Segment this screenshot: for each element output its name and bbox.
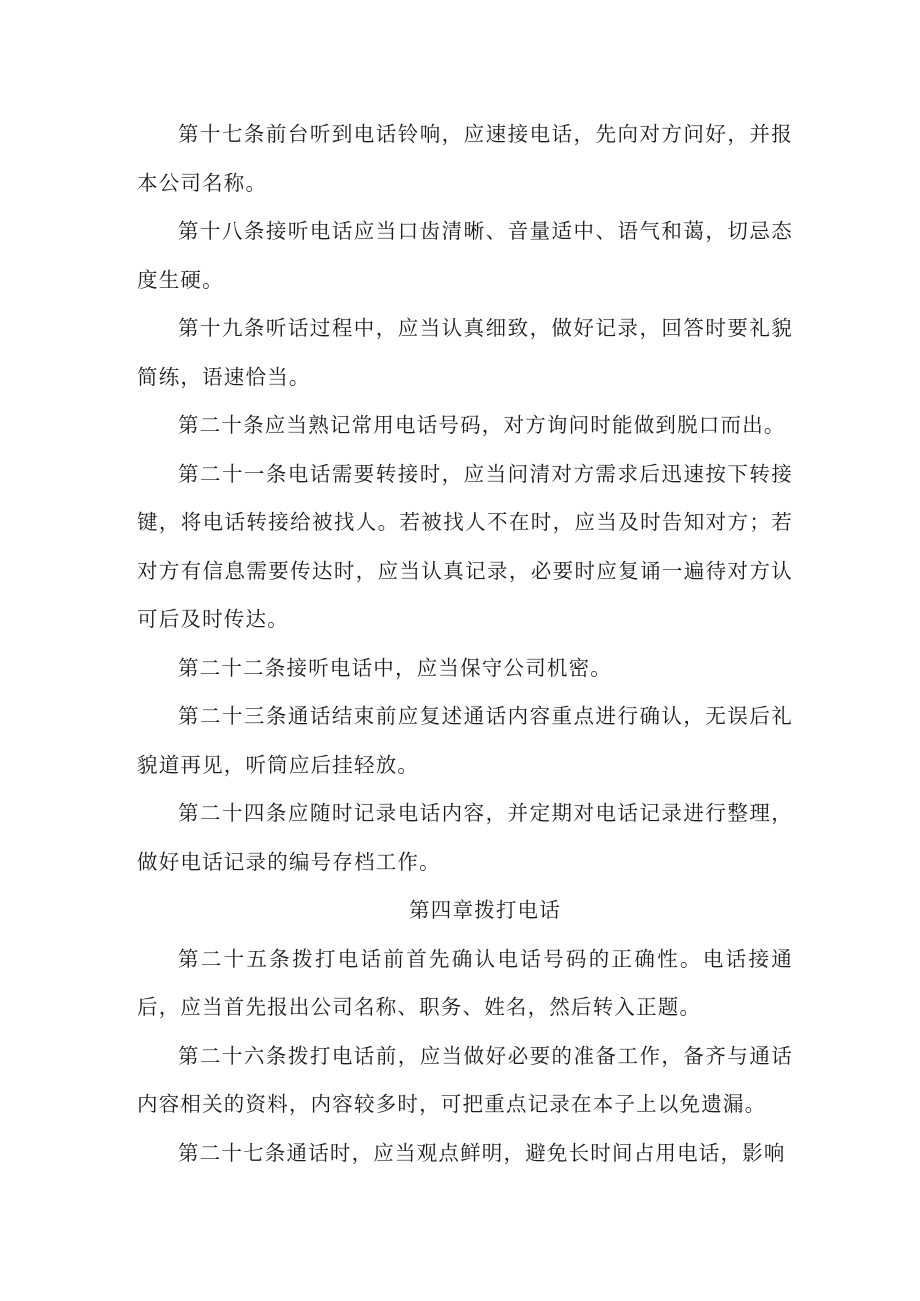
article-20: 第二十条应当熟记常用电话号码，对方询问时能做到脱口而出。 [178, 413, 786, 437]
chapter-heading: 第四章拨打电话 [409, 898, 561, 922]
article-26: 第二十六条拨打电话前，应当做好必要的准备工作，备齐与通话内容相关的资料，内容较多时，可把重点记录在本子上以免遗漏。 [137, 1043, 793, 1116]
article-25: 第二十五条拨打电话前首先确认电话号码的正确性。电话接通后，应当首先报出公司名称、职务、姓名，然后转入正题。 [137, 946, 793, 1019]
article-27: 第二十七条通话时，应当观点鲜明，避免长时间占用电话，影响 [178, 1140, 786, 1165]
article-19: 第十九条听话过程中，应当认真细致，做好记录，回答时要礼貌简练，语速恰当。 [137, 316, 793, 389]
article-18: 第十八条接听电话应当口齿清晰、音量适中、语气和蔼，切忌态度生硬。 [137, 219, 793, 292]
article-23: 第二十三条通话结束前应复述通话内容重点进行确认，无误后礼貌道再见，听筒应后挂轻放。 [137, 704, 793, 777]
article-21: 第二十一条电话需要转接时，应当问清对方需求后迅速按下转接键，将电话转接给被找人。若被找人不在时，应当及时告知对方；若对方有信息需要传达时，应当认真记录，必要时应复诵一遍待对方认可后及时传达。 [137, 461, 793, 631]
article-22: 第二十二条接听电话中，应当保守公司机密。 [178, 655, 612, 680]
document-page [137, 110, 793, 1177]
article-17: 第十七条前台听到电话铃响，应速接电话，先向对方问好，并报本公司名称。 [137, 122, 793, 195]
article-24: 第二十四条应随时记录电话内容，并定期对电话记录进行整理，做好电话记录的编号存档工作。 [137, 801, 793, 874]
